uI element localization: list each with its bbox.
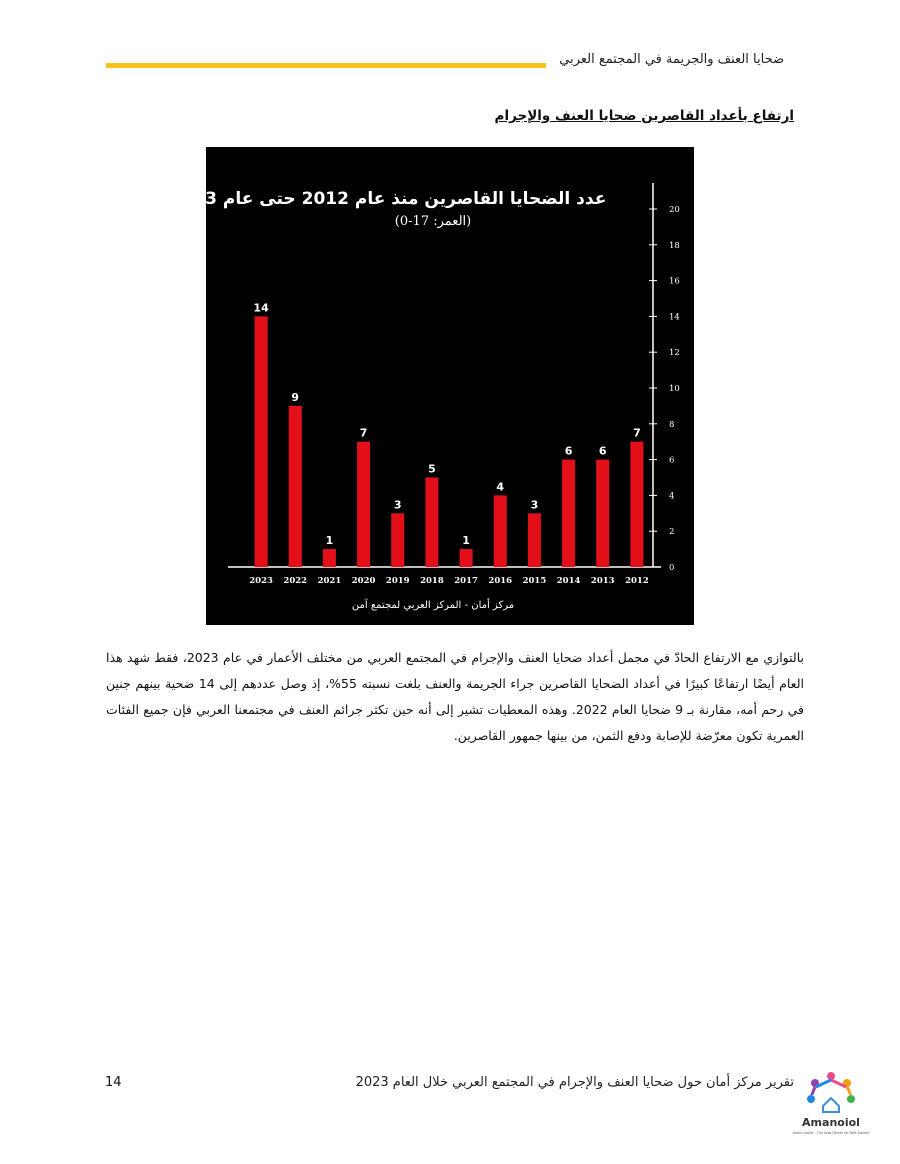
bar [596, 460, 609, 567]
bar [391, 513, 404, 567]
bar-value-label: 14 [253, 301, 269, 315]
bar [289, 406, 302, 567]
section-heading: ارتفاع بأعداد القاصرين ضحايا العنف والإجرام [494, 108, 794, 124]
footer-text: تقرير مركز أمان حول ضحايا العنف والإجرام في المجتمع العربي خلال العام 2023 [355, 1075, 794, 1090]
x-tick-label: 2019 [385, 576, 410, 586]
chart-source: مركز أمان - المركز العربي لمجتمع آمن [351, 600, 515, 611]
body-paragraph: بالتوازي مع الارتفاع الحادّ في مجمل أعداد ضحايا العنف والإجرام في المجتمع العربي من مختلف الأعمار في عام 2023، فقط شهد هذا العام أيضًا ارتفاعًا كبيرًا في أعداد الضحايا القاصرين جراء الجريمة والعنف بلغت نسبته 55%، إذ وصل عددهم إلى 14 ضحية بينهم جنين في رحم أمه، مقارنة بـ 9 ضحايا العام 2022. وهذه المعطيات تشير إلى أنه حين تكثر جرائم العنف في مجتمعنا العربي فإن جميع الفئات العمرية تكون معرّضة للإصابة ودفع الثمن، من بينها جمهور القاصرين. [106, 650, 804, 743]
chart-title: عدد الضحايا القاصرين منذ عام 2012 حتى عام 2023 [169, 189, 607, 209]
bar-value-label: 6 [564, 444, 573, 458]
svg-text:Aman Center - The Arab Center: Aman Center - The Arab Center for Safe Society [792, 1131, 870, 1135]
bar-chart [169, 147, 694, 625]
page-header-title: ضحايا العنف والجريمة في المجتمع العربي [559, 52, 784, 67]
svg-text:Amanoiol: Amanoiol [802, 1116, 860, 1129]
x-tick-label: 2015 [522, 576, 547, 586]
bar [494, 495, 507, 567]
organization-logo [792, 1068, 870, 1140]
bar-value-label: 9 [291, 390, 300, 404]
y-tick-label: 12 [669, 348, 680, 359]
y-tick-label: 18 [669, 240, 680, 251]
y-tick-label: 2 [669, 527, 675, 538]
bar-value-label: 7 [359, 426, 368, 440]
bar [255, 316, 268, 567]
x-tick-label: 2020 [351, 576, 376, 586]
x-tick-label: 2022 [283, 576, 308, 586]
bar [323, 549, 336, 567]
bar-value-label: 4 [496, 480, 505, 494]
bar-value-label: 3 [530, 498, 539, 512]
x-tick-label: 2016 [488, 576, 513, 586]
y-tick-label: 4 [669, 491, 675, 502]
y-tick-label: 0 [669, 563, 675, 573]
bar-value-label: 1 [325, 534, 334, 548]
bar-value-label: 6 [598, 444, 607, 458]
header-accent-bar [106, 63, 546, 68]
bar-value-label: 1 [462, 534, 470, 548]
y-tick-label: 16 [669, 276, 680, 287]
bar-value-label: 3 [393, 498, 402, 512]
page-number: 14 [105, 1075, 122, 1090]
bar [357, 442, 370, 567]
y-tick-label: 10 [669, 384, 680, 394]
x-tick-label: 2014 [556, 576, 581, 586]
y-tick-label: 6 [669, 455, 675, 466]
bar [630, 442, 643, 567]
bar [562, 460, 575, 567]
bar [460, 549, 473, 567]
bar [425, 478, 438, 568]
y-tick-label: 14 [669, 312, 680, 323]
x-tick-label: 2013 [590, 576, 615, 586]
chart-subtitle: (العمر: 17-0) [394, 214, 472, 229]
bar-chart-svg [169, 147, 694, 625]
bar-value-label: 7 [633, 426, 641, 440]
x-tick-label: 2012 [625, 576, 649, 586]
x-tick-label: 2018 [420, 576, 444, 586]
x-tick-label: 2023 [249, 576, 273, 586]
y-tick-label: 8 [669, 419, 675, 430]
logo-icon [792, 1068, 870, 1140]
bar-value-label: 5 [428, 462, 436, 476]
x-tick-label: 2021 [317, 576, 342, 586]
x-tick-label: 2017 [454, 576, 478, 586]
y-tick-label: 20 [669, 205, 680, 215]
bar [528, 513, 541, 567]
chart-marks [228, 183, 680, 586]
